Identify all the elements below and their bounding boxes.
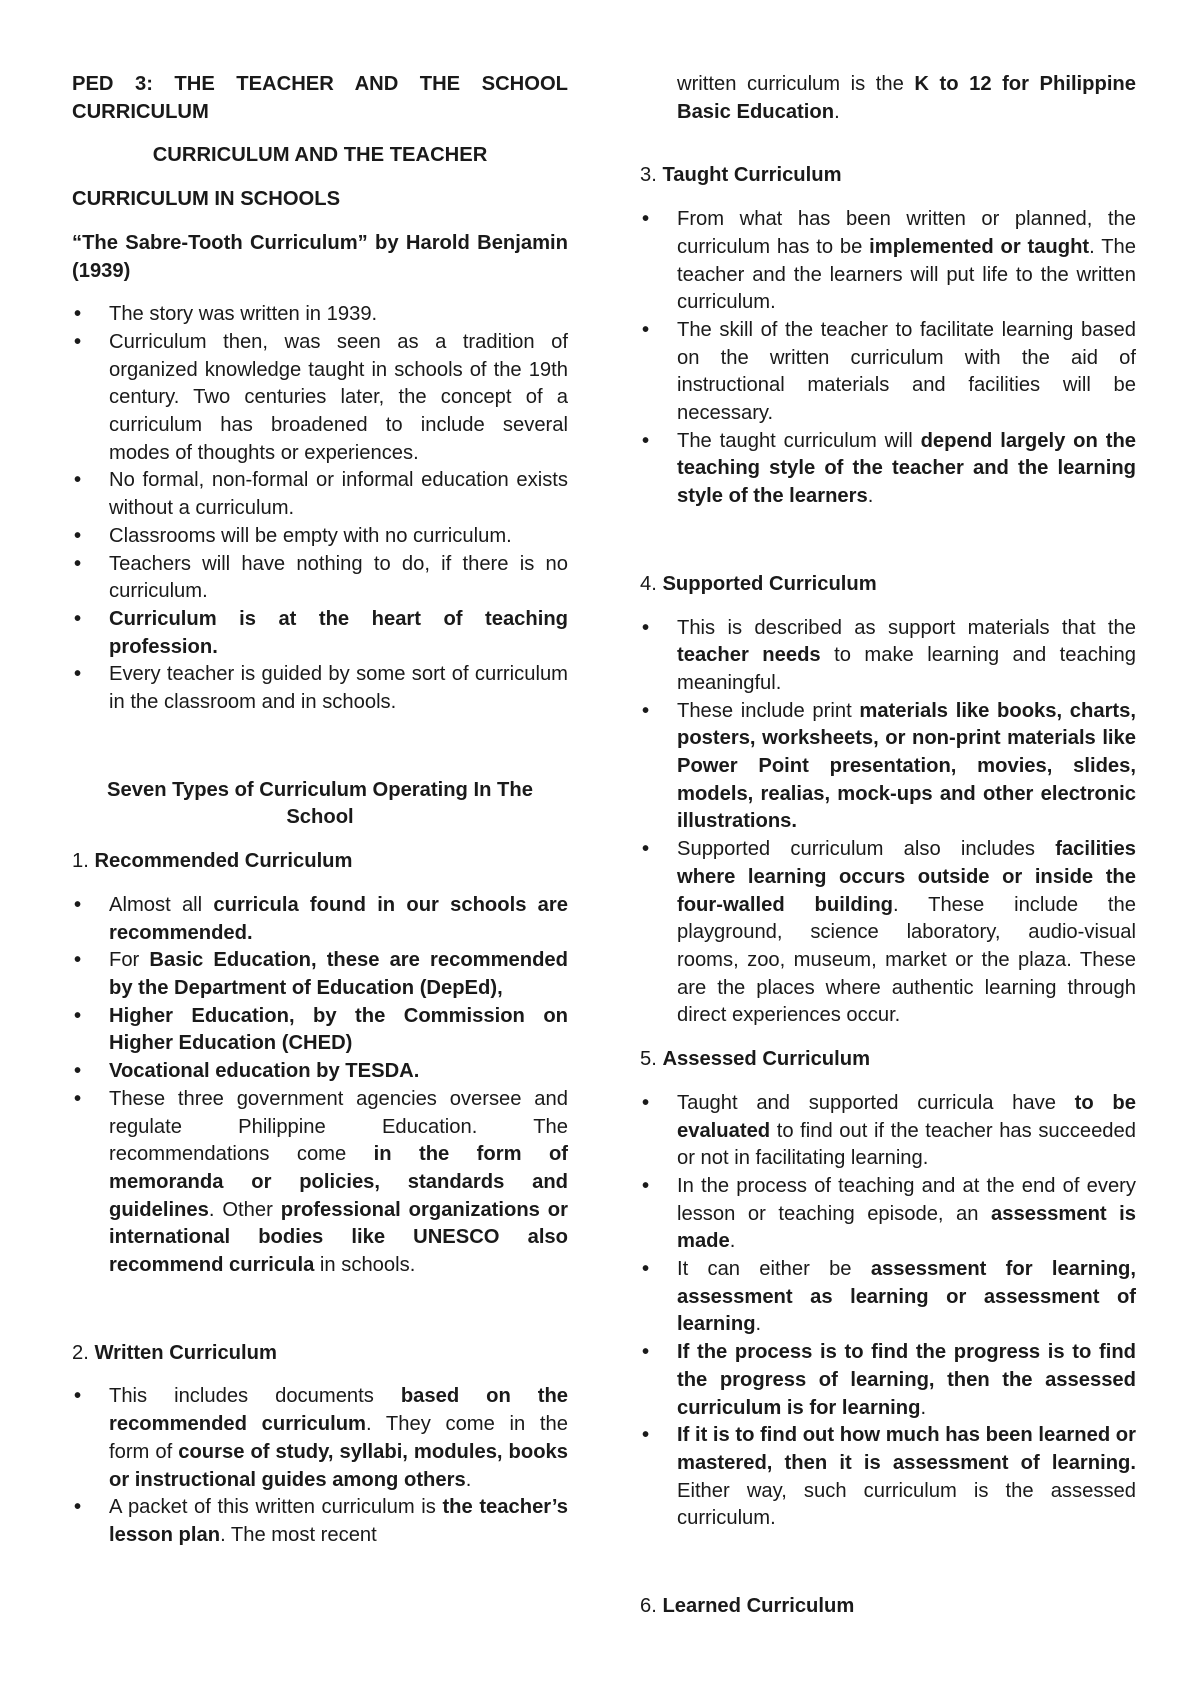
chapter-title: CURRICULUM AND THE TEACHER [152,144,488,167]
type-heading-written: 2. Written Curriculum [72,1341,277,1364]
story-heading: “The Sabre-Tooth Curriculum” by Harold Benjamin (1939) [72,231,568,282]
type-heading-learned: 6. Learned Curriculum [640,1595,855,1618]
list-item: • From what has been written or planned, the curriculum has to be implemented or taught. The teacher and the learners will put life to the written curriculum. [640,206,1136,317]
list-item: • A packet of this written curriculum is the teacher’s lesson plan. The most recent [72,1494,568,1549]
recommended-bullet-list [72,892,568,1280]
list-item: • It can either be assessment for learning, assessment as learning or assessment of learning. [640,1256,1136,1339]
list-item: • Almost all curricula found in our schools are recommended. [72,892,568,947]
list-item: • Higher Education, by the Commission on Higher Education (CHED) [72,1003,568,1058]
list-item: • These include print materials like books, charts, posters, worksheets, or non-print materials like Power Point presentation, movies, slides, models, realias, mock-ups and other electronic illustrations. [640,698,1136,837]
right-column [640,71,1136,1637]
story-bullet-list [72,301,568,717]
list-item: • Vocational education by TESDA. [72,1058,568,1086]
type-heading-assessed: 5. Assessed Curriculum [640,1048,871,1071]
list-item: • The taught curriculum will depend largely on the teaching style of the teacher and the learning style of the learners. [640,428,1136,511]
type-heading-taught: 3. Taught Curriculum [640,164,842,187]
list-item: • In the process of teaching and at the end of every lesson or teaching episode, an assessment is made. [640,1173,1136,1256]
list-item: • For Basic Education, these are recommended by the Department of Education (DepEd), [72,947,568,1002]
list-item: • If it is to find out how much has been learned or mastered, then it is assessment of learning. Either way, such curriculum is the assessed curriculum. [640,1422,1136,1533]
written-curriculum-continuation: written curriculum is the K to 12 for Philippine Basic Education. [677,73,1136,123]
list-item: • The skill of the teacher to facilitate learning based on the written curriculum with the aid of instructional materials and facilities will be necessary. [640,317,1136,428]
list-item: • Classrooms will be empty with no curriculum. [72,523,568,551]
written-bullet-list [72,1383,568,1549]
list-item: • The story was written in 1939. [72,301,568,329]
course-title: PED 3: THE TEACHER AND THE SCHOOL CURRICULUM [72,73,568,123]
section-title: CURRICULUM IN SCHOOLS [72,188,341,211]
list-item: • Curriculum then, was seen as a tradition of organized knowledge taught in schools of the 19th century. Two centuries later, the concept of a curriculum has broadened to include several modes of thoughts or experiences. [72,329,568,468]
list-item: • This is described as support materials that the teacher needs to make learning and teaching meaningful. [640,615,1136,698]
list-item: • Every teacher is guided by some sort of curriculum in the classroom and in schools. [72,661,568,716]
type-heading-supported: 4. Supported Curriculum [640,572,877,595]
list-item: • These three government agencies oversee and regulate Philippine Education. The recommendations come in the form of memoranda or policies, standards and guidelines. Other professional organizations or international bodies like UNESCO also recommend curricula in schools. [72,1086,568,1280]
list-item: • Supported curriculum also includes facilities where learning occurs outside or inside the four-walled building. These include the playground, science laboratory, audio-visual rooms, zoo, museum, market or the plaza. These are the places where authentic learning through direct experiences occur. [640,836,1136,1030]
type-heading-recommended: 1. Recommended Curriculum [72,850,353,873]
list-item: • This includes documents based on the recommended curriculum. They come in the form of course of study, syllabi, modules, books or instructional guides among others. [72,1383,568,1494]
list-item: • No formal, non-formal or informal education exists without a curriculum. [72,467,568,522]
left-column [72,71,568,1566]
list-item: • Teachers will have nothing to do, if there is no curriculum. [72,551,568,606]
list-item: • Taught and supported curricula have to be evaluated to find out if the teacher has succeeded or not in facilitating learning. [640,1090,1136,1173]
list-item: • Curriculum is at the heart of teaching profession. [72,606,568,661]
supported-bullet-list [640,615,1136,1031]
taught-bullet-list [640,206,1136,511]
assessed-bullet-list [640,1090,1136,1533]
list-item: • If the process is to find the progress is to find the progress of learning, then the assessed curriculum is for learning. [640,1339,1136,1422]
seven-types-heading: Seven Types of Curriculum Operating In The School [107,778,533,829]
